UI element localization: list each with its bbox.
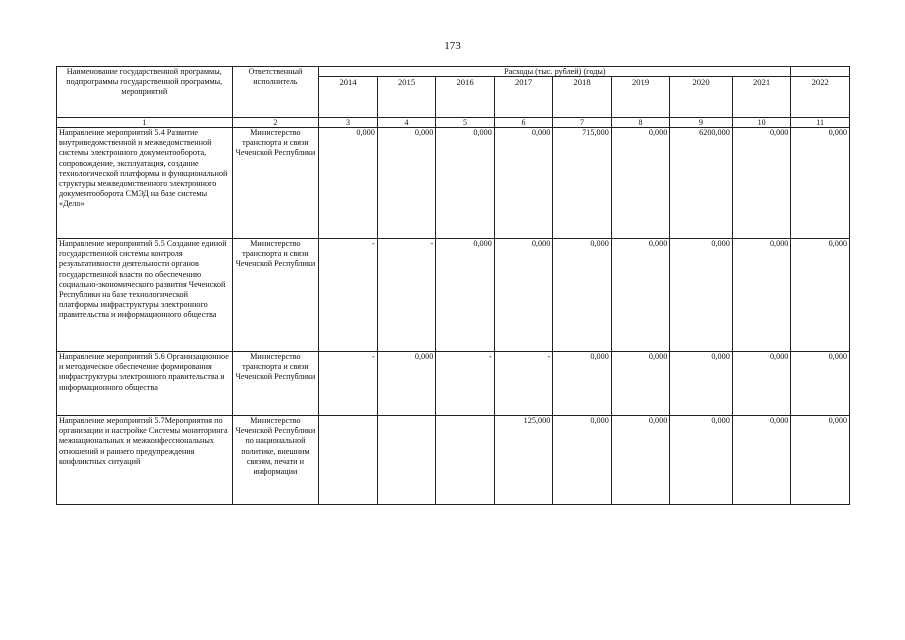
row-executor: Министерство транспорта и связи Чеченской Республики	[232, 239, 319, 352]
value-cell: 0,000	[732, 239, 791, 352]
year-cell: 2016	[436, 77, 495, 118]
value-cell: 125,000	[494, 416, 553, 505]
value-cell: 0,000	[670, 416, 733, 505]
value-cell: 0,000	[611, 128, 670, 239]
year-cell: 2017	[494, 77, 553, 118]
header-name-column: Наименование государственной программы, подпрограммы государственной программы, мероприятий	[57, 67, 233, 118]
value-cell: 0,000	[553, 239, 612, 352]
table-row	[57, 352, 850, 416]
row-name: Направление мероприятий 5.6 Организационное и методическое обеспечение формирования инфраструктуры электронного правительства и информационного общества	[57, 352, 233, 416]
value-cell: 0,000	[670, 352, 733, 416]
value-cell: -	[319, 352, 378, 416]
column-number: 10	[732, 118, 791, 128]
column-number: 8	[611, 118, 670, 128]
value-cell: 0,000	[377, 352, 436, 416]
value-cell: 715,000	[553, 128, 612, 239]
year-cell: 2020	[670, 77, 733, 118]
table-body	[57, 128, 850, 505]
value-cell: 0,000	[319, 128, 378, 239]
value-cell: 0,000	[553, 352, 612, 416]
value-cell: 0,000	[791, 352, 850, 416]
value-cell: 0,000	[732, 128, 791, 239]
column-number: 5	[436, 118, 495, 128]
table-row	[57, 128, 850, 239]
year-cell: 2014	[319, 77, 378, 118]
value-cell	[319, 416, 378, 505]
header-expenses-caption: Расходы (тыс. рублей) (годы)	[319, 67, 791, 77]
value-cell: 0,000	[494, 239, 553, 352]
column-number: 1	[57, 118, 233, 128]
value-cell	[377, 416, 436, 505]
value-cell: 0,000	[732, 416, 791, 505]
year-cell: 2019	[611, 77, 670, 118]
value-cell: -	[319, 239, 378, 352]
value-cell: -	[494, 352, 553, 416]
page-number: 173	[444, 40, 461, 52]
header-executor-column: Ответственный исполнитель	[232, 67, 319, 118]
value-cell: -	[436, 352, 495, 416]
column-number: 4	[377, 118, 436, 128]
value-cell: 0,000	[791, 128, 850, 239]
value-cell: 0,000	[611, 239, 670, 352]
row-name: Направление мероприятий 5.5 Создание единой государственной системы контроля результативности деятельности органов государственной власти по обеспечению социально-экономического развития Чеченской Республики на базе технологической платформы инфраструктуры электронного правительства и информационного общества	[57, 239, 233, 352]
value-cell: 0,000	[436, 239, 495, 352]
column-number: 11	[791, 118, 850, 128]
budget-table	[56, 66, 850, 505]
row-executor: Министерство транспорта и связи Чеченской Республики	[232, 352, 319, 416]
value-cell: 0,000	[377, 128, 436, 239]
year-cell: 2022	[791, 77, 850, 118]
year-cell: 2018	[553, 77, 612, 118]
value-cell: 0,000	[553, 416, 612, 505]
year-cell: 2021	[732, 77, 791, 118]
value-cell: 6200,000	[670, 128, 733, 239]
row-executor: Министерство Чеченской Республики по национальной политике, внешним связям, печати и информации	[232, 416, 319, 505]
column-number: 6	[494, 118, 553, 128]
value-cell: 0,000	[611, 416, 670, 505]
column-numbers-row	[57, 118, 850, 128]
column-number: 9	[670, 118, 733, 128]
table-header	[57, 67, 850, 128]
value-cell: 0,000	[791, 239, 850, 352]
value-cell: 0,000	[791, 416, 850, 505]
value-cell: -	[377, 239, 436, 352]
year-cell: 2015	[377, 77, 436, 118]
table-row	[57, 239, 850, 352]
value-cell: 0,000	[436, 128, 495, 239]
column-number: 7	[553, 118, 612, 128]
column-number: 3	[319, 118, 378, 128]
value-cell: 0,000	[732, 352, 791, 416]
header-empty-cell	[791, 67, 850, 77]
table-row	[57, 416, 850, 505]
row-name: Направление мероприятий 5.4 Развитие внутриведомственной и межведомственной системы электронного документооборота, сопровождение, эксплуатация, создание технологической платформы и функциональной структуры межведомственного электронного документооборота СМЭД на базе системы «Дело»	[57, 128, 233, 239]
column-number: 2	[232, 118, 319, 128]
value-cell: 0,000	[611, 352, 670, 416]
value-cell: 0,000	[670, 239, 733, 352]
value-cell	[436, 416, 495, 505]
row-executor: Министерство транспорта и связи Чеченской Республики	[232, 128, 319, 239]
row-name: Направление мероприятий 5.7Мероприятия по организации и настройке Системы мониторинга межнациональных и межконфессиональных отношений и раннего предупреждения конфликтных ситуаций	[57, 416, 233, 505]
value-cell: 0,000	[494, 128, 553, 239]
